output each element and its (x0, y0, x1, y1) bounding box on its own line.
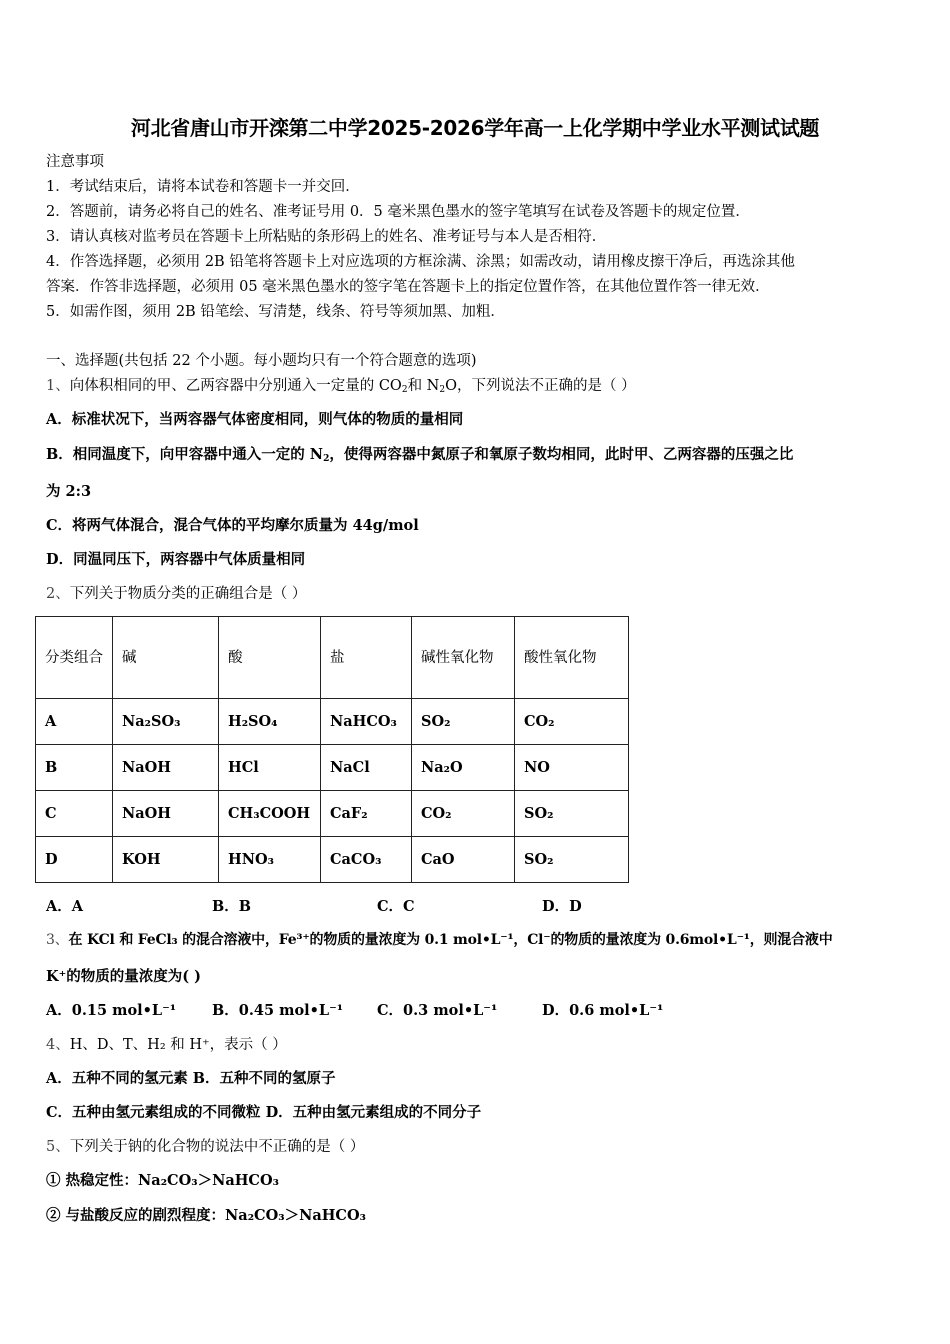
question-3-stem (46, 930, 833, 950)
table-cell: SO₂ (515, 837, 629, 883)
notice-item-4-cont: 答案．作答非选择题，必须用 05 毫米黑色墨水的签字笔在答题卡上的指定位置作答，在其他位置作答一律无效． (46, 279, 770, 295)
table-header-cell: 碱 (113, 617, 219, 699)
question-5-item-1: ① 热稳定性：Na₂CO₃＞NaHCO₃ (46, 1172, 279, 1189)
question-2-option-b: B．B (212, 898, 252, 915)
stem-text: 下列关于钠的化合物的说法中不正确的是（ ） (69, 1139, 365, 1155)
table-header-row (36, 617, 629, 699)
question-number: 3、 (46, 932, 69, 948)
question-3-option-b: B．0.45 mol•L⁻¹ (212, 1002, 344, 1019)
question-1-option-d: D．同温同压下，两容器中气体质量相同 (46, 551, 306, 568)
table-cell: KOH (113, 837, 219, 883)
table-cell: H₂SO₄ (219, 699, 321, 745)
table-header-cell: 酸性氧化物 (515, 617, 629, 699)
notice-item-1: 1．考试结束后，请将本试卷和答题卡一并交回． (46, 179, 360, 195)
table-cell: SO₂ (515, 791, 629, 837)
table-cell: CH₃COOH (219, 791, 321, 837)
question-2-stem (46, 584, 306, 604)
table-cell: C (36, 791, 113, 837)
option-text: ，使得两容器中氮原子和氧原子数均相同，此时甲、乙两容器的压强之比 (329, 446, 794, 463)
notice-item-3: 3．请认真核对监考员在答题卡上所粘贴的条形码上的姓名、准考证号与本人是否相符． (46, 229, 607, 245)
stem-text: H、D、T、H₂ 和 H⁺，表示（ ） (69, 1037, 287, 1053)
question-number: 2、 (46, 586, 70, 602)
question-2-option-a: A．A (46, 898, 84, 915)
question-5-item-2: ② 与盐酸反应的剧烈程度：Na₂CO₃＞NaHCO₃ (46, 1207, 366, 1224)
stem-text: O，下列说法不正确的是（ ） (445, 378, 636, 394)
classification-table (35, 616, 629, 883)
option-text: B．相同温度下，向甲容器中通入一定的 N (46, 446, 324, 463)
table-cell: B (36, 745, 113, 791)
table-cell: A (36, 699, 113, 745)
table-cell: NO (515, 745, 629, 791)
question-2-option-c: C．C (377, 898, 415, 915)
table-cell: CaF₂ (321, 791, 412, 837)
table-header-cell: 分类组合 (36, 617, 113, 699)
notice-item-4: 4．作答选择题，必须用 2B 铅笔将答题卡上对应选项的方框涂满、涂黑；如需改动，请用橡皮擦干净后，再选涂其他 (46, 254, 795, 270)
question-number: 5、 (46, 1139, 70, 1155)
table-row (36, 699, 629, 745)
table-cell: NaHCO₃ (321, 699, 412, 745)
stem-text: 和 N (407, 378, 440, 394)
table-cell: Na₂SO₃ (113, 699, 219, 745)
table-cell: CaCO₃ (321, 837, 412, 883)
question-1-option-b-cont: 为 2:3 (46, 483, 92, 500)
notice-item-2: 2．答题前，请务必将自己的姓名、准考证号用 0．5 毫米黑色墨水的签字笔填写在试卷及答题卡的规定位置． (46, 204, 750, 220)
table-row (36, 745, 629, 791)
table-header-cell: 碱性氧化物 (412, 617, 515, 699)
table-row (36, 837, 629, 883)
section-heading: 一、选择题(共包括 22 个小题。每小题均只有一个符合题意的选项) (46, 353, 477, 369)
question-4-stem (46, 1035, 287, 1055)
table-cell: SO₂ (412, 699, 515, 745)
stem-text: 向体积相同的甲、乙两容器中分别通入一定量的 CO (69, 378, 402, 394)
question-3-option-c: C．0.3 mol•L⁻¹ (377, 1002, 498, 1019)
table-cell: NaOH (113, 791, 219, 837)
table-cell: NaCl (321, 745, 412, 791)
question-3-option-a: A．0.15 mol•L⁻¹ (46, 1002, 177, 1019)
table-row (36, 791, 629, 837)
table-cell: D (36, 837, 113, 883)
question-1-stem: 1、向体积相同的甲、乙两容器中分别通入一定量的 $CO_2$和 $N_2O$，下列说法不正确的是（ ） (46, 378, 636, 395)
table-header-cell: 酸 (219, 617, 321, 699)
question-5-stem (46, 1137, 364, 1157)
question-number: 4、 (46, 1037, 70, 1053)
stem-text: 在 KCl 和 FeCl₃ 的混合溶液中，Fe³⁺的物质的量浓度为 0.1 mol•L⁻¹，Cl⁻的物质的量浓度为 0.6mol•L⁻¹，则混合液中 (68, 932, 833, 948)
table-cell: HNO₃ (219, 837, 321, 883)
table-cell: HCl (219, 745, 321, 791)
question-1-option-b: B．相同温度下，向甲容器中通入一定的 $N_2$，使得两容器中氮原子和氧原子数均相同，此时甲、乙两容器的压强之比 (46, 446, 794, 464)
page-title: 河北省唐山市开滦第二中学2025-2026学年高一上化学期中学业水平测试试题 (130, 116, 820, 140)
table-header-cell: 盐 (321, 617, 412, 699)
question-3-stem-cont: K⁺的物质的量浓度为( ) (46, 968, 202, 985)
notice-heading: 注意事项 (46, 154, 104, 170)
table-cell: NaOH (113, 745, 219, 791)
question-1-option-c: C．将两气体混合，混合气体的平均摩尔质量为 44g/mol (46, 517, 419, 534)
question-4-options-cd: C．五种由氢元素组成的不同微粒 D．五种由氢元素组成的不同分子 (46, 1104, 482, 1121)
question-number: 1、 (46, 378, 70, 394)
table-cell: CaO (412, 837, 515, 883)
table-cell: Na₂O (412, 745, 515, 791)
question-3-option-d: D．0.6 mol•L⁻¹ (542, 1002, 664, 1019)
table-cell: CO₂ (515, 699, 629, 745)
question-1-option-a: A．标准状况下，当两容器气体密度相同，则气体的物质的量相同 (46, 411, 464, 428)
notice-item-5: 5．如需作图，须用 2B 铅笔绘、写清楚，线条、符号等须加黑、加粗． (46, 304, 505, 320)
question-2-option-d: D．D (542, 898, 582, 915)
table-cell: CO₂ (412, 791, 515, 837)
question-4-options-ab: A．五种不同的氢元素 B．五种不同的氢原子 (46, 1070, 336, 1087)
stem-text: 下列关于物质分类的正确组合是（ ） (69, 586, 307, 602)
